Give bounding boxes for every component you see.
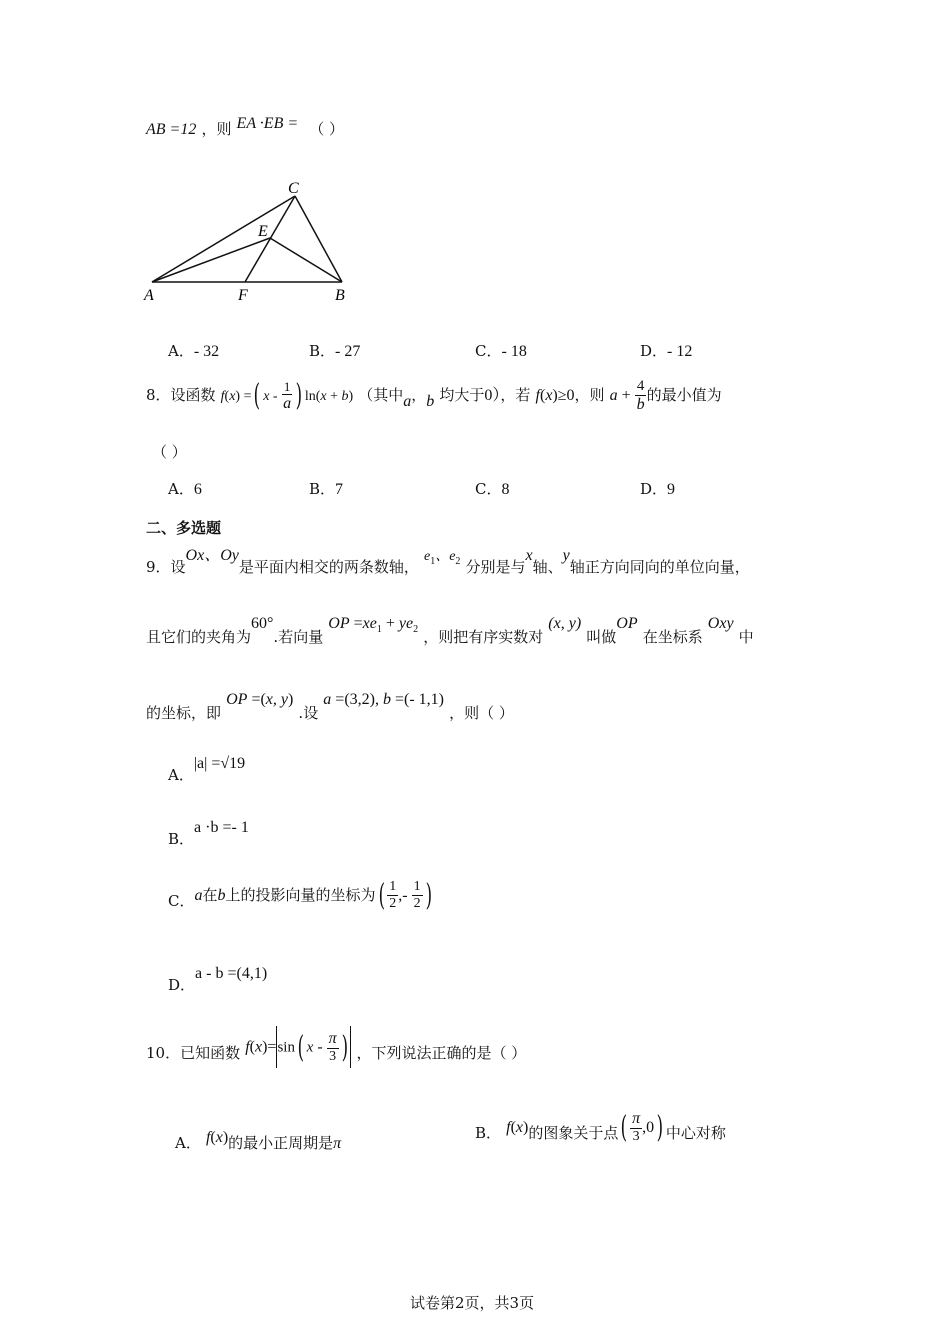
segment-ac	[152, 196, 295, 282]
segment-cb	[295, 196, 342, 282]
q8-option-a[interactable]: A．6	[168, 480, 202, 498]
q8-option-b[interactable]: B．7	[309, 480, 344, 498]
q10-stem: 10．已知函数 f(x)=sin( x - $\frac{\pi}{3}$ ) ，下列说法正确的是（ ）	[146, 1026, 526, 1068]
q9-option-a[interactable]: A．|a| =√19	[168, 755, 246, 784]
segment-ae	[152, 238, 270, 282]
section-title-multiple-choice: 二、多选题	[146, 519, 222, 537]
coordinate-system: Oxy	[707, 615, 734, 632]
segment-eb	[270, 238, 342, 282]
angle-value: 60°	[251, 615, 274, 632]
q7-condition-line	[146, 115, 345, 139]
option-a-formula: |a| =√19	[193, 755, 246, 772]
ordered-pair: (x, y)	[548, 615, 582, 632]
axes-label: Ox、Oy	[185, 547, 239, 564]
q10-option-b[interactable]: B． f(x)的图象关于点( $\frac{\pi}{3}$ ,0) 中心对称	[475, 1110, 726, 1145]
q7-option-c[interactable]: C．- 18	[475, 342, 527, 360]
answer-blank: （ ）	[309, 120, 345, 138]
label-e: E	[258, 223, 268, 240]
segment-fc	[245, 196, 295, 282]
q9-line-3: 的坐标，即 OP =(x, y) .设 a =(3,2), b =(- 1,1) ，则（ ）	[146, 691, 514, 722]
q8-stem: 8．设函数 f(x) =( x - $\frac{1}{a}$ ) ln(x + b) （其中a，b 均大于0），若 f(x)≥0，则 a + $\frac{4}{b}$ 的最小值为	[146, 377, 722, 413]
q8-number: 8．设函数	[146, 386, 216, 404]
q9-option-b[interactable]: B．a ·b =- 1	[168, 819, 249, 848]
q8-option-d[interactable]: D．9	[640, 480, 676, 498]
q7-option-d[interactable]: D．- 12	[640, 342, 693, 360]
q9-option-d[interactable]: D．a - b =(4,1)	[168, 965, 268, 994]
q7-option-b[interactable]: B．- 27	[309, 342, 361, 360]
q7-option-a[interactable]: A．- 32	[168, 342, 220, 360]
label-a: A	[144, 287, 154, 304]
q10-option-a[interactable]: A． f(x)的最小正周期是π	[175, 1129, 342, 1152]
triangle-figure	[140, 176, 360, 306]
q8-blank: （ ）	[152, 443, 187, 461]
dot-product-expr: EA ·EB =	[236, 115, 299, 132]
page-footer: 试卷第2页，共3页	[410, 1294, 535, 1312]
label-c: C	[288, 180, 299, 197]
then-text: ，则	[201, 120, 232, 138]
label-b: B	[335, 287, 345, 304]
q9-option-c[interactable]: C．a在b上的投影向量的坐标为( $\frac{1}{2}$ ,- $\frac{1}{2}$ )	[168, 878, 432, 913]
ab-equals: AB =12	[146, 121, 197, 138]
option-b-formula: a ·b =- 1	[194, 819, 249, 836]
q9-line-1: 9．设Ox、Oy是平面内相交的两条数轴， $e_1$、$e_2$ 分别是与x轴、y轴正方向同向的单位向量，	[146, 547, 750, 576]
q8-cond: （其中	[358, 386, 404, 404]
option-d-formula: a - b =(4,1)	[195, 965, 268, 982]
q8-option-c[interactable]: C．8	[475, 480, 510, 498]
label-f: F	[238, 287, 248, 304]
q9-line-2: 且它们的夹角为60°.若向量 OP $=xe_1 + ye_2$ ，则把有序实数对 (x, y) 叫做OP 在坐标系 Oxy 中	[146, 615, 754, 646]
